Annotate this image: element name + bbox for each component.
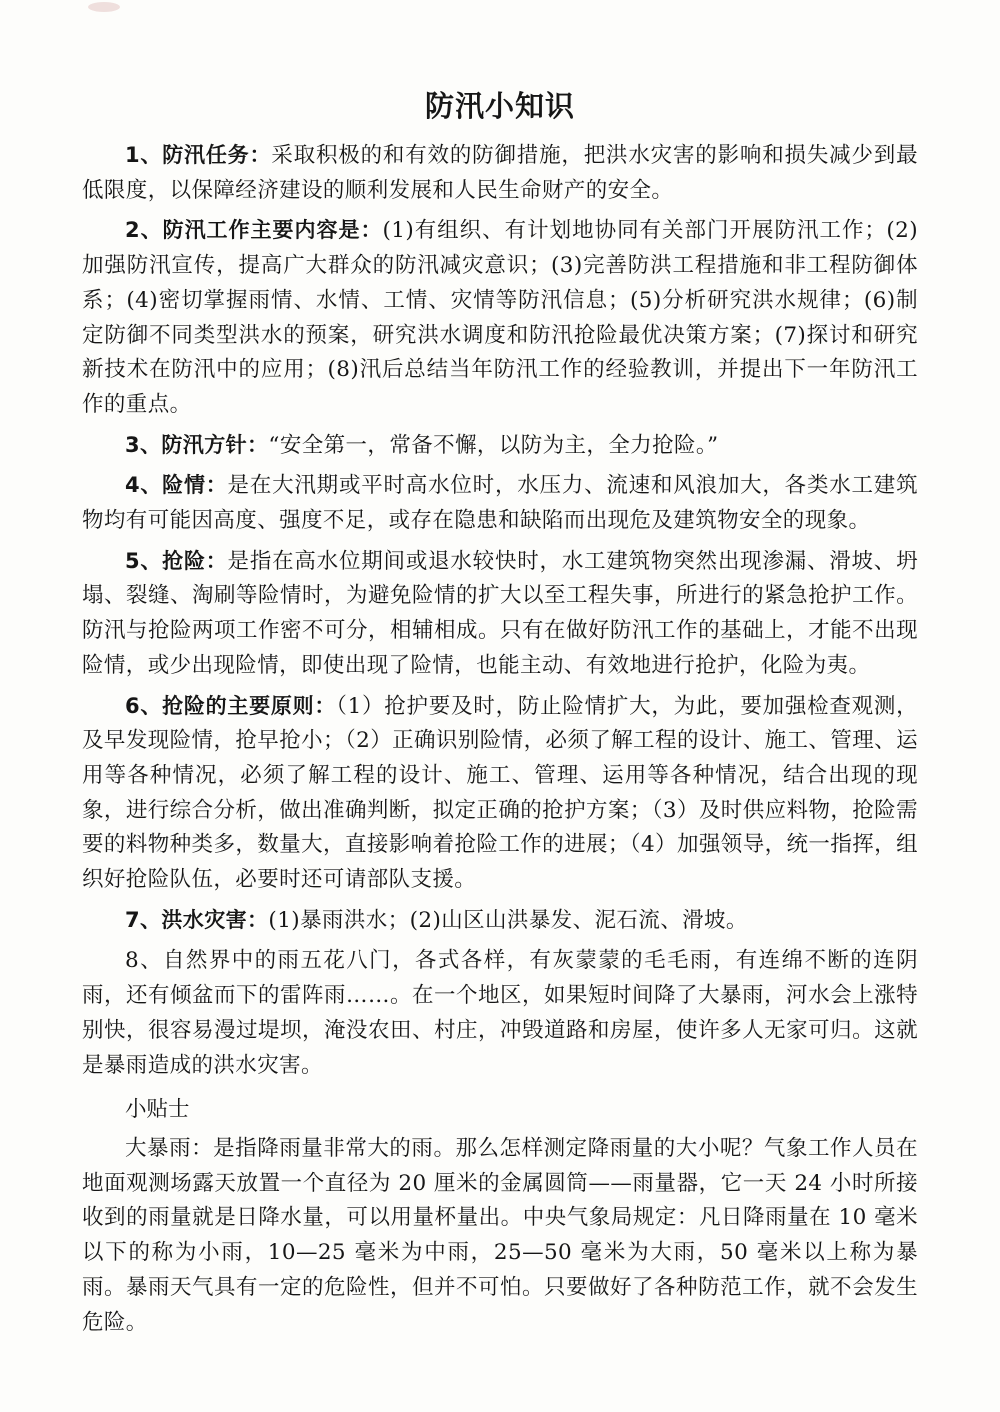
section-2-body: (1)有组织、有计划地协同有关部门开展防汛工作；(2)加强防汛宣传，提高广大群众的防汛减灾意识；(3)完善防洪工程措施和非工程防御体系；(4)密切掌握雨情、水情、工情、灾情等防汛信息；(5)分析研究洪水规律；(6)制定防御不同类型洪水的预案，研究洪水调度和防汛抢险最优决策方案；(7)探讨和研究新技术在防汛中的应用；(8)汛后总结当年防汛工作的经验教训，并提出下一年防汛工作的重点。 <box>82 218 918 417</box>
section-2-lead: 2、防汛工作主要内容是： <box>125 218 383 243</box>
section-6-lead: 6、抢险的主要原则： <box>125 693 337 718</box>
document-page <box>82 86 918 1345</box>
section-3-body: “安全第一，常备不懈，以防为主，全力抢险。” <box>268 432 719 458</box>
document-title: 防汛小知识 <box>424 89 575 123</box>
paper-smudge <box>88 2 120 12</box>
section-8 <box>82 943 918 1083</box>
section-1 <box>82 138 918 208</box>
section-7-lead: 7、洪水灾害： <box>125 907 269 932</box>
section-7 <box>82 903 918 939</box>
section-3 <box>82 428 918 464</box>
section-5 <box>82 544 918 684</box>
tips-body: 大暴雨：是指降雨量非常大的雨。那么怎样测定降雨量的大小呢？气象工作人员在地面观测场露天放置一个直径为 20 厘米的金属圆筒——雨量器，它一天 24 小时所接收到的雨量就是日降水量，可以用量杯量出。中央气象局规定：凡日降雨量在 10 毫米以下的称为小雨，10—25 毫米为中雨，25—50 毫米为大雨，50 毫米以上称为暴雨。暴雨天气具有一定的危险性，但并不可怕。只要做好了各种防范工作，就不会发生危险。 <box>82 1135 918 1335</box>
section-7-body: (1)暴雨洪水；(2)山区山洪暴发、泥石流、滑坡。 <box>268 907 748 933</box>
section-1-body: 采取积极的和有效的防御措施，把洪水灾害的影响和损失减少到最低限度，以保障经济建设的顺利发展和人民生命财产的安全。 <box>82 143 918 203</box>
tips-heading: 小贴士 <box>125 1097 190 1123</box>
section-4-lead: 4、险情： <box>125 473 228 498</box>
section-2 <box>82 213 918 422</box>
section-5-body: 是指在高水位期间或退水较快时，水工建筑物突然出现渗漏、滑坡、坍塌、裂缝、淘刷等险情时，为避免险情的扩大以至工程失事，所进行的紧急抢护工作。防汛与抢险两项工作密不可分，相辅相成。只有在做好防汛工作的基础上，才能不出现险情，或少出现险情，即使出现了险情，也能主动、有效地进行抢护，化险为夷。 <box>82 548 918 678</box>
section-5-lead: 5、抢险： <box>125 548 228 573</box>
section-4 <box>82 468 918 538</box>
section-1-lead: 1、防汛任务： <box>125 143 272 167</box>
section-3-lead: 3、防汛方针： <box>125 432 269 457</box>
section-4-body: 是在大汛期或平时高水位时，水压力、流速和风浪加大，各类水工建筑物均有可能因高度、强度不足，或存在隐患和缺陷而出现危及建筑物安全的现象。 <box>82 473 918 534</box>
section-6 <box>82 689 918 898</box>
section-6-body: （1）抢护要及时，防止险情扩大，为此，要加强检查观测，及早发现险情，抢早抢小；（2）正确识别险情，必须了解工程的设计、施工、管理、运用等各种情况，必须了解工程的设计、施工、管理、运用等各种情况，结合出现的现象，进行综合分析，做出准确判断，拟定正确的抢护方案；（3）及时供应料物，抢险需要的料物种类多，数量大，直接影响着抢险工作的进展；（4）加强领导，统一指挥，组织好抢险队伍，必要时还可请部队支援。 <box>82 693 918 893</box>
section-8-body: 8、自然界中的雨五花八门，各式各样，有灰蒙蒙的毛毛雨，有连绵不断的连阴雨，还有倾盆而下的雷阵雨……。在一个地区，如果短时间降了大暴雨，河水会上涨特别快，很容易漫过堤坝，淹没农田、村庄，冲毁道路和房屋，使许多人无家可归。这就是暴雨造成的洪水灾害。 <box>82 948 918 1078</box>
